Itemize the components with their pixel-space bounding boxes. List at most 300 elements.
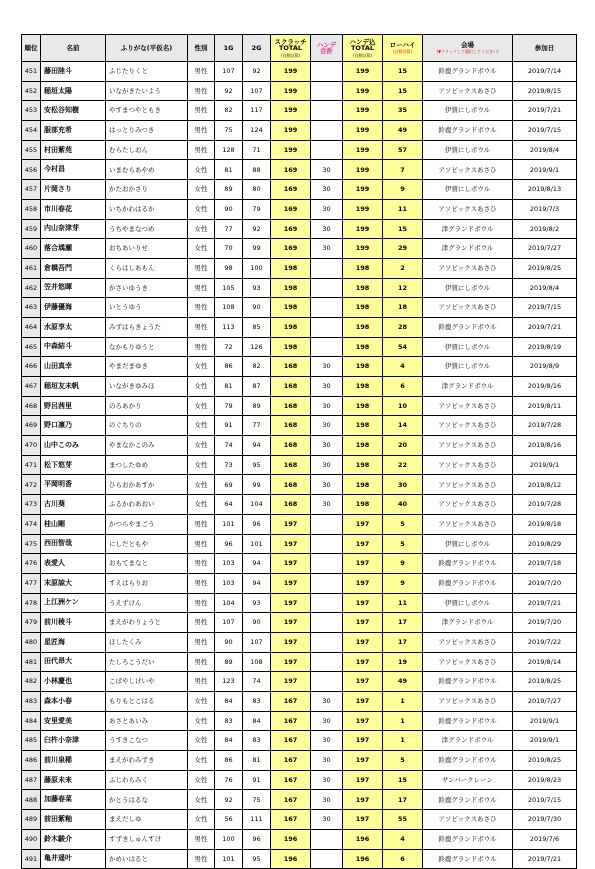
- table-row: [22, 239, 577, 259]
- cell-lowhigh: 55: [383, 810, 423, 830]
- cell-rank: 478: [22, 593, 41, 613]
- table-row: [22, 613, 577, 633]
- table-row: [22, 121, 577, 141]
- cell-name: 加藤春菜: [41, 790, 106, 810]
- cell-handicap-total: 198: [343, 436, 383, 456]
- cell-game-2: 92: [243, 219, 271, 239]
- cell-scratch-total: 167: [271, 731, 311, 751]
- cell-game-1: 92: [215, 81, 243, 101]
- cell-venue[interactable]: 鈴鹿グランドボウル: [423, 711, 513, 731]
- cell-game-1: 104: [215, 593, 243, 613]
- cell-rank: 481: [22, 652, 41, 672]
- cell-name: 森本小春: [41, 692, 106, 712]
- cell-gender: 女性: [188, 357, 215, 377]
- cell-rank: 476: [22, 554, 41, 574]
- table-row: [22, 416, 577, 436]
- cell-handicap: [311, 101, 343, 121]
- header-lowhigh-sub: (自動計算): [392, 49, 413, 55]
- cell-scratch-total: 196: [271, 849, 311, 869]
- header-venue: [423, 35, 513, 62]
- cell-name: 小林慶也: [41, 672, 106, 692]
- cell-handicap-total: 198: [343, 475, 383, 495]
- table-row: [22, 101, 577, 121]
- cell-lowhigh: 57: [383, 140, 423, 160]
- cell-scratch-total: 167: [271, 810, 311, 830]
- cell-handicap: [311, 337, 343, 357]
- cell-date: 2019/9/1: [513, 711, 577, 731]
- cell-venue[interactable]: 鈴鹿グランドボウル: [423, 121, 513, 141]
- cell-handicap: [311, 672, 343, 692]
- cell-game-1: 56: [215, 810, 243, 830]
- cell-date: 2019/8/29: [513, 534, 577, 554]
- cell-lowhigh: 22: [383, 455, 423, 475]
- cell-game-1: 84: [215, 692, 243, 712]
- cell-game-2: 101: [243, 534, 271, 554]
- cell-kana: こばやしけいや: [106, 672, 188, 692]
- cell-handicap: 30: [311, 239, 343, 259]
- cell-game-2: 71: [243, 140, 271, 160]
- cell-gender: 女性: [188, 751, 215, 771]
- cell-game-2: 88: [243, 160, 271, 180]
- cell-handicap-total: 199: [343, 140, 383, 160]
- cell-venue[interactable]: アソビックスあさひ: [423, 436, 513, 456]
- cell-handicap: 30: [311, 770, 343, 790]
- cell-kana: おもてまなと: [106, 554, 188, 574]
- cell-date: 2019/9/1: [513, 731, 577, 751]
- cell-date: 2019/7/20: [513, 613, 577, 633]
- cell-handicap-total: 197: [343, 711, 383, 731]
- cell-venue[interactable]: 伊賀にしボウル: [423, 101, 513, 121]
- cell-kana: うすきこなつ: [106, 731, 188, 751]
- cell-game-2: 93: [243, 278, 271, 298]
- cell-scratch-total: 197: [271, 632, 311, 652]
- cell-lowhigh: 15: [383, 770, 423, 790]
- cell-handicap: [311, 62, 343, 82]
- header-handicap-line2: 合計: [320, 47, 333, 55]
- cell-game-1: 74: [215, 436, 243, 456]
- cell-game-1: 81: [215, 377, 243, 397]
- cell-name: 安松谷知樹: [41, 101, 106, 121]
- cell-lowhigh: 35: [383, 101, 423, 121]
- cell-handicap-total: 197: [343, 573, 383, 593]
- cell-handicap-total: 197: [343, 692, 383, 712]
- cell-scratch-total: 168: [271, 475, 311, 495]
- cell-game-1: 90: [215, 632, 243, 652]
- cell-name: 山田真幸: [41, 357, 106, 377]
- cell-handicap-total: 198: [343, 377, 383, 397]
- cell-date: 2019/9/1: [513, 160, 577, 180]
- cell-rank: 474: [22, 514, 41, 534]
- cell-rank: 486: [22, 751, 41, 771]
- cell-kana: たしろこうだい: [106, 652, 188, 672]
- cell-scratch-total: 198: [271, 337, 311, 357]
- cell-scratch-total: 199: [271, 81, 311, 101]
- cell-rank: 452: [22, 81, 41, 101]
- cell-handicap: [311, 278, 343, 298]
- cell-venue[interactable]: 鈴鹿グランドボウル: [423, 317, 513, 337]
- cell-game-1: 128: [215, 140, 243, 160]
- table-row: [22, 180, 577, 200]
- table-row: [22, 514, 577, 534]
- cell-game-2: 107: [243, 81, 271, 101]
- cell-lowhigh: 11: [383, 199, 423, 219]
- cell-kana: かめいはると: [106, 849, 188, 869]
- cell-scratch-total: 167: [271, 711, 311, 731]
- cell-game-1: 72: [215, 337, 243, 357]
- cell-handicap-total: 197: [343, 593, 383, 613]
- cell-lowhigh: 4: [383, 357, 423, 377]
- cell-gender: 女性: [188, 199, 215, 219]
- cell-scratch-total: 197: [271, 554, 311, 574]
- cell-scratch-total: 197: [271, 514, 311, 534]
- header-handicap-line1: ハンデ: [316, 40, 337, 49]
- cell-venue[interactable]: アソビックスあさひ: [423, 396, 513, 416]
- cell-handicap: 30: [311, 711, 343, 731]
- cell-handicap: 30: [311, 810, 343, 830]
- cell-venue[interactable]: 伊賀にしボウル: [423, 180, 513, 200]
- cell-venue[interactable]: 鈴鹿グランドボウル: [423, 62, 513, 82]
- cell-rank: 484: [22, 711, 41, 731]
- cell-game-1: 69: [215, 475, 243, 495]
- table-row: [22, 219, 577, 239]
- cell-handicap-total: 198: [343, 337, 383, 357]
- cell-lowhigh: 15: [383, 219, 423, 239]
- cell-name: 鈴木駿介: [41, 829, 106, 849]
- table-row: [22, 849, 577, 869]
- cell-gender: 女性: [188, 436, 215, 456]
- cell-handicap-total: 198: [343, 455, 383, 475]
- table-row: [22, 770, 577, 790]
- table-row: [22, 298, 577, 318]
- cell-date: 2019/8/23: [513, 770, 577, 790]
- cell-game-1: 108: [215, 298, 243, 318]
- cell-gender: 男性: [188, 829, 215, 849]
- cell-rank: 451: [22, 62, 41, 82]
- cell-date: 2019/8/4: [513, 140, 577, 160]
- cell-venue[interactable]: アソビックスあさひ: [423, 298, 513, 318]
- cell-kana: ふるかわあおい: [106, 495, 188, 515]
- cell-rank: 470: [22, 436, 41, 456]
- cell-game-2: 91: [243, 770, 271, 790]
- cell-handicap: 30: [311, 199, 343, 219]
- cell-name: 今村昌: [41, 160, 106, 180]
- cell-game-1: 79: [215, 396, 243, 416]
- cell-gender: 女性: [188, 790, 215, 810]
- cell-venue[interactable]: アソビックスあさひ: [423, 652, 513, 672]
- cell-game-1: 105: [215, 278, 243, 298]
- cell-scratch-total: 168: [271, 436, 311, 456]
- cell-scratch-total: 168: [271, 377, 311, 397]
- cell-lowhigh: 28: [383, 317, 423, 337]
- cell-venue[interactable]: 津グランドボウル: [423, 731, 513, 751]
- cell-game-1: 76: [215, 770, 243, 790]
- cell-gender: 男性: [188, 554, 215, 574]
- cell-name: 服部充希: [41, 121, 106, 141]
- cell-name: 野口凛乃: [41, 416, 106, 436]
- cell-game-2: 87: [243, 377, 271, 397]
- cell-name: 安里愛美: [41, 711, 106, 731]
- cell-gender: 女性: [188, 810, 215, 830]
- header-scratch-line1: スクラッチ: [274, 37, 307, 46]
- cell-handicap-total: 199: [343, 199, 383, 219]
- cell-scratch-total: 169: [271, 199, 311, 219]
- cell-name: 亀井遥叶: [41, 849, 106, 869]
- cell-venue[interactable]: 鈴鹿グランドボウル: [423, 672, 513, 692]
- cell-handicap-total: 198: [343, 298, 383, 318]
- cell-game-2: 83: [243, 692, 271, 712]
- cell-scratch-total: 169: [271, 160, 311, 180]
- header-scratch-line2: TOTAL: [278, 44, 303, 52]
- cell-gender: 女性: [188, 495, 215, 515]
- cell-venue[interactable]: アソビックスあさひ: [423, 455, 513, 475]
- cell-venue[interactable]: 鈴鹿グランドボウル: [423, 554, 513, 574]
- cell-game-1: 123: [215, 672, 243, 692]
- cell-handicap-total: 199: [343, 62, 383, 82]
- cell-name: 前川泉稀: [41, 751, 106, 771]
- cell-rank: 471: [22, 455, 41, 475]
- header-date: 参加日: [513, 35, 577, 62]
- cell-gender: 男性: [188, 317, 215, 337]
- cell-date: 2019/7/21: [513, 317, 577, 337]
- cell-game-2: 84: [243, 711, 271, 731]
- cell-lowhigh: 15: [383, 81, 423, 101]
- cell-venue[interactable]: 伊賀にしボウル: [423, 357, 513, 377]
- cell-venue[interactable]: サンバークレーン: [423, 770, 513, 790]
- cell-scratch-total: 167: [271, 770, 311, 790]
- cell-date: 2019/8/9: [513, 357, 577, 377]
- cell-gender: 男性: [188, 278, 215, 298]
- cell-venue[interactable]: アソビックスあさひ: [423, 416, 513, 436]
- cell-lowhigh: 6: [383, 849, 423, 869]
- cell-game-2: 100: [243, 258, 271, 278]
- table-row: [22, 495, 577, 515]
- cell-venue[interactable]: 伊賀にしボウル: [423, 140, 513, 160]
- cell-game-1: 89: [215, 180, 243, 200]
- cell-date: 2019/8/4: [513, 278, 577, 298]
- cell-venue[interactable]: 鈴鹿グランドボウル: [423, 573, 513, 593]
- cell-handicap: 30: [311, 377, 343, 397]
- cell-venue[interactable]: アソビックスあさひ: [423, 160, 513, 180]
- cell-handicap: [311, 593, 343, 613]
- cell-lowhigh: 9: [383, 573, 423, 593]
- cell-gender: 女性: [188, 731, 215, 751]
- cell-rank: 465: [22, 337, 41, 357]
- cell-game-2: 80: [243, 180, 271, 200]
- cell-game-2: 77: [243, 416, 271, 436]
- cell-rank: 453: [22, 101, 41, 121]
- header-hdc-line2: TOTAL: [350, 44, 375, 52]
- cell-handicap: [311, 298, 343, 318]
- cell-gender: 女性: [188, 475, 215, 495]
- cell-game-1: 64: [215, 495, 243, 515]
- table-row: [22, 593, 577, 613]
- cell-rank: 475: [22, 534, 41, 554]
- table-row: [22, 436, 577, 456]
- cell-venue[interactable]: アソビックスあさひ: [423, 810, 513, 830]
- cell-game-2: 74: [243, 672, 271, 692]
- cell-venue[interactable]: 鈴鹿グランドボウル: [423, 751, 513, 771]
- table-row: [22, 160, 577, 180]
- cell-name: 片岡さり: [41, 180, 106, 200]
- cell-venue[interactable]: 伊賀にしボウル: [423, 278, 513, 298]
- cell-handicap: 30: [311, 455, 343, 475]
- cell-handicap-total: 199: [343, 160, 383, 180]
- cell-scratch-total: 197: [271, 652, 311, 672]
- cell-rank: 462: [22, 278, 41, 298]
- cell-handicap: [311, 514, 343, 534]
- cell-venue[interactable]: 鈴鹿グランドボウル: [423, 829, 513, 849]
- cell-venue[interactable]: アソビックスあさひ: [423, 692, 513, 712]
- cell-rank: 477: [22, 573, 41, 593]
- cell-kana: いまむらあやめ: [106, 160, 188, 180]
- cell-lowhigh: 2: [383, 258, 423, 278]
- cell-venue[interactable]: 津グランドボウル: [423, 613, 513, 633]
- cell-gender: 男性: [188, 258, 215, 278]
- cell-kana: ふじたりくと: [106, 62, 188, 82]
- cell-lowhigh: 4: [383, 829, 423, 849]
- cell-venue[interactable]: アソビックスあさひ: [423, 495, 513, 515]
- cell-kana: やすまつやともき: [106, 101, 188, 121]
- cell-handicap: 30: [311, 416, 343, 436]
- cell-handicap-total: 197: [343, 751, 383, 771]
- cell-handicap: [311, 81, 343, 101]
- cell-game-2: 75: [243, 790, 271, 810]
- cell-rank: 483: [22, 692, 41, 712]
- cell-date: 2019/7/22: [513, 632, 577, 652]
- table-row: [22, 81, 577, 101]
- cell-venue[interactable]: アソビックスあさひ: [423, 514, 513, 534]
- header-hdc-sub: (自動計算): [352, 52, 373, 58]
- cell-date: 2019/8/11: [513, 396, 577, 416]
- cell-rank: 488: [22, 790, 41, 810]
- cell-venue[interactable]: 津グランドボウル: [423, 239, 513, 259]
- cell-scratch-total: 196: [271, 829, 311, 849]
- header-rank: 順位: [22, 35, 41, 62]
- cell-gender: 女性: [188, 416, 215, 436]
- cell-name: 松下悠芽: [41, 455, 106, 475]
- cell-kana: あさとあいみ: [106, 711, 188, 731]
- cell-name: 桂山剛: [41, 514, 106, 534]
- header-hdc-line1: ハンデ込: [349, 37, 376, 46]
- cell-rank: 466: [22, 357, 41, 377]
- cell-venue[interactable]: アソビックスあさひ: [423, 475, 513, 495]
- cell-venue[interactable]: 津グランドボウル: [423, 377, 513, 397]
- cell-kana: いながきたいよう: [106, 81, 188, 101]
- header-venue-line1: 会場: [461, 40, 474, 49]
- cell-name: 臼杵小奈津: [41, 731, 106, 751]
- cell-gender: 女性: [188, 239, 215, 259]
- cell-name: 中森結斗: [41, 337, 106, 357]
- cell-lowhigh: 12: [383, 278, 423, 298]
- header-row: [22, 35, 577, 62]
- cell-kana: まえがわりょうと: [106, 613, 188, 633]
- cell-lowhigh: 11: [383, 593, 423, 613]
- cell-gender: 男性: [188, 613, 215, 633]
- cell-game-2: 95: [243, 455, 271, 475]
- cell-venue[interactable]: 伊賀にしボウル: [423, 593, 513, 613]
- cell-handicap: [311, 554, 343, 574]
- cell-date: 2019/8/25: [513, 751, 577, 771]
- cell-kana: いちかわはるか: [106, 199, 188, 219]
- cell-game-2: 85: [243, 317, 271, 337]
- cell-rank: 463: [22, 298, 41, 318]
- cell-venue[interactable]: 伊賀にしボウル: [423, 534, 513, 554]
- cell-venue[interactable]: 鈴鹿グランドボウル: [423, 849, 513, 869]
- cell-game-2: 117: [243, 101, 271, 121]
- cell-date: 2019/7/15: [513, 298, 577, 318]
- cell-name: 内山奈津芽: [41, 219, 106, 239]
- cell-venue[interactable]: アソビックスあさひ: [423, 199, 513, 219]
- cell-venue[interactable]: 津グランドボウル: [423, 219, 513, 239]
- cell-venue[interactable]: アソビックスあさひ: [423, 81, 513, 101]
- table-row: [22, 692, 577, 712]
- cell-game-2: 92: [243, 62, 271, 82]
- cell-venue[interactable]: 鈴鹿グランドボウル: [423, 790, 513, 810]
- cell-date: 2019/7/20: [513, 573, 577, 593]
- ranking-rows: [22, 62, 577, 869]
- cell-gender: 女性: [188, 692, 215, 712]
- cell-date: 2019/7/15: [513, 121, 577, 141]
- cell-handicap-total: 198: [343, 278, 383, 298]
- cell-handicap-total: 199: [343, 180, 383, 200]
- cell-kana: うえずけん: [106, 593, 188, 613]
- cell-handicap-total: 197: [343, 672, 383, 692]
- cell-date: 2019/8/25: [513, 672, 577, 692]
- cell-game-1: 101: [215, 849, 243, 869]
- cell-rank: 480: [22, 632, 41, 652]
- header-handicap-total: [343, 35, 383, 62]
- cell-venue[interactable]: アソビックスあさひ: [423, 632, 513, 652]
- cell-kana: みずはらきょうた: [106, 317, 188, 337]
- cell-game-1: 70: [215, 239, 243, 259]
- cell-scratch-total: 198: [271, 317, 311, 337]
- cell-game-1: 84: [215, 731, 243, 751]
- cell-gender: 男性: [188, 593, 215, 613]
- cell-lowhigh: 14: [383, 416, 423, 436]
- cell-gender: 女性: [188, 455, 215, 475]
- cell-name: 水原享太: [41, 317, 106, 337]
- cell-handicap-total: 196: [343, 829, 383, 849]
- cell-gender: 男性: [188, 672, 215, 692]
- cell-kana: まつしたゆめ: [106, 455, 188, 475]
- cell-name: 表愛人: [41, 554, 106, 574]
- cell-venue[interactable]: アソビックスあさひ: [423, 258, 513, 278]
- cell-rank: 464: [22, 317, 41, 337]
- cell-game-1: 113: [215, 317, 243, 337]
- cell-scratch-total: 168: [271, 357, 311, 377]
- cell-handicap: [311, 613, 343, 633]
- cell-game-2: 83: [243, 731, 271, 751]
- cell-kana: やまだまゆき: [106, 357, 188, 377]
- cell-handicap-total: 197: [343, 770, 383, 790]
- cell-venue[interactable]: 伊賀にしボウル: [423, 337, 513, 357]
- cell-date: 2019/7/21: [513, 849, 577, 869]
- cell-scratch-total: 199: [271, 101, 311, 121]
- cell-kana: もりもとこはる: [106, 692, 188, 712]
- header-venue-sub: (▼クリックして選択してください): [436, 49, 499, 55]
- cell-game-1: 107: [215, 62, 243, 82]
- cell-gender: 女性: [188, 219, 215, 239]
- cell-kana: ほしたくみ: [106, 632, 188, 652]
- cell-game-2: 96: [243, 829, 271, 849]
- cell-date: 2019/7/30: [513, 810, 577, 830]
- header-gender: 性別: [188, 35, 215, 62]
- table-row: [22, 810, 577, 830]
- cell-handicap: 30: [311, 790, 343, 810]
- cell-game-1: 107: [215, 613, 243, 633]
- cell-kana: のぐちりの: [106, 416, 188, 436]
- cell-rank: 460: [22, 239, 41, 259]
